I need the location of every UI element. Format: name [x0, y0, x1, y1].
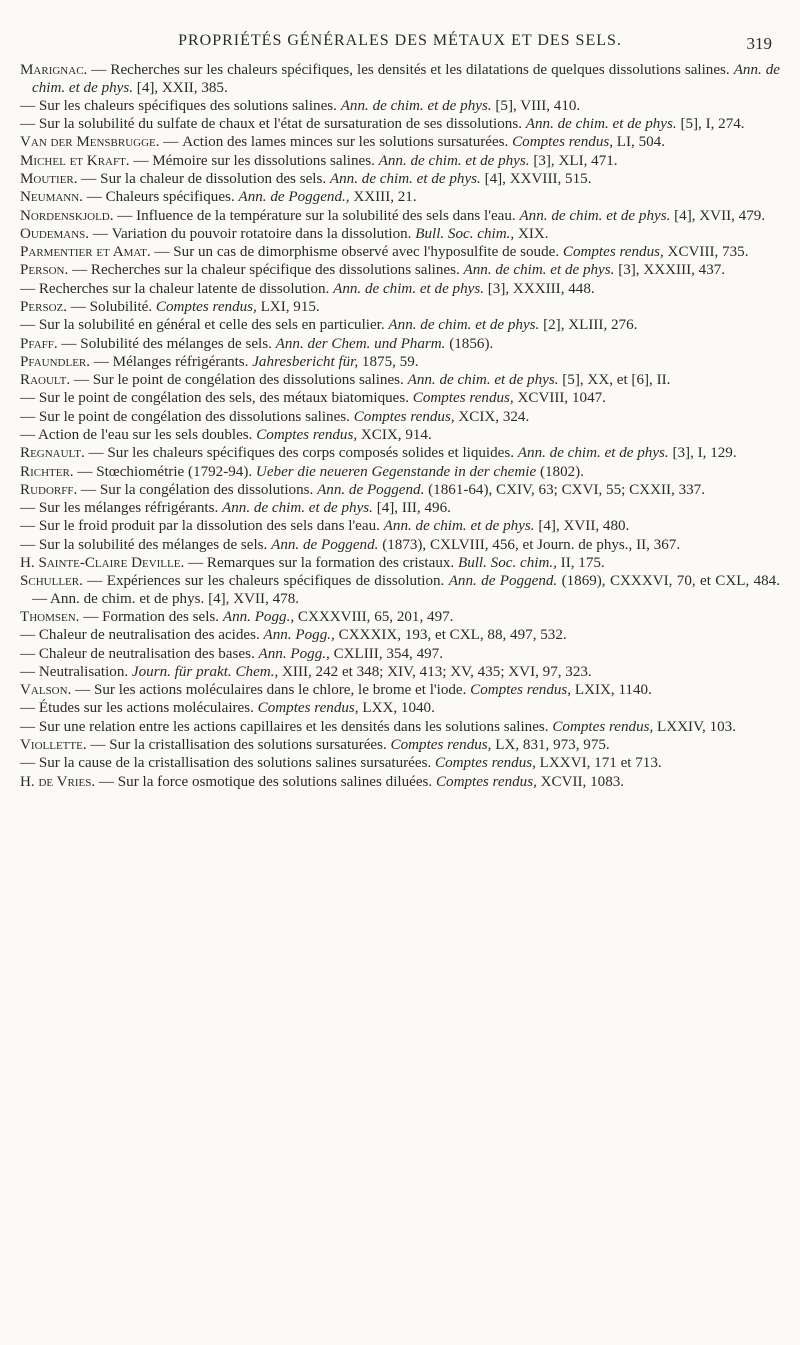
- entry-reference: XIX.: [514, 225, 549, 242]
- entry-text: — Chaleur de neutralisation des bases.: [20, 645, 259, 662]
- entry-text: — Sur le point de congélation des sels, des métaux biatomiques.: [20, 390, 413, 407]
- bibliography-entry: [20, 262, 780, 280]
- entry-author: Raoult. —: [20, 372, 93, 389]
- entry-author: H. de Vries. —: [20, 773, 118, 790]
- bibliography-entry: [20, 464, 780, 482]
- entry-journal: Ann. Pogg.,: [263, 627, 335, 644]
- entry-text: Mémoire sur les dissolutions salines.: [152, 152, 379, 169]
- entry-reference: (1869), CXXXVI, 70, et CXL, 484. — Ann. de chim. et de phys. [4], XVII, 478.: [32, 573, 781, 607]
- entry-journal: Ann. de chim. et de phys.: [517, 445, 669, 462]
- entry-journal: Comptes rendus,: [353, 408, 455, 425]
- bibliography-entry: [20, 372, 780, 390]
- bibliography-list: [20, 62, 780, 792]
- bibliography-entry: [20, 482, 780, 500]
- entry-reference: XXIII, 21.: [349, 189, 417, 206]
- bibliography-entry: [20, 573, 780, 608]
- bibliography-entry: [20, 98, 780, 116]
- entry-journal: Ann. de chim. et de phys.: [519, 207, 671, 224]
- entry-author: Persoz. —: [20, 298, 90, 315]
- bibliography-entry: [20, 336, 780, 354]
- entry-text: Sur les chaleurs spécifiques des corps composés solides et liquides.: [107, 445, 518, 462]
- entry-journal: Ann. de chim. et de phys.: [32, 62, 781, 96]
- entry-journal: Ann. de chim. et de phys.: [329, 171, 481, 187]
- entry-reference: II, 175.: [556, 554, 605, 571]
- entry-journal: Ann. de Poggend.: [317, 481, 425, 498]
- bibliography-entry: [20, 409, 780, 427]
- bibliography-entry: [20, 189, 780, 207]
- entry-author: Schuller. —: [20, 573, 107, 590]
- entry-text: Solubilité.: [89, 298, 156, 315]
- entry-text: Recherches sur les chaleurs spécifiques, les densités et les dilatations de quelques dissolutions salines.: [110, 62, 734, 78]
- entry-journal: Comptes rendus,: [435, 773, 537, 790]
- bibliography-entry: [20, 171, 780, 189]
- entry-text: Stœchiométrie (1792-94).: [96, 463, 256, 480]
- bibliography-entry: [20, 62, 780, 97]
- entry-text: Solubilité des mélanges de sels.: [80, 335, 276, 352]
- bibliography-entry: [20, 737, 780, 755]
- entry-reference: XCVIII, 735.: [663, 244, 749, 261]
- entry-text: — Sur une relation entre les actions capillaires et les densités dans les solutions salines.: [20, 718, 553, 735]
- entry-author: Rudorff. —: [20, 481, 100, 498]
- entry-author: Moutier. —: [20, 171, 101, 187]
- entry-text: Influence de la température sur la solubilité des sels dans l'eau.: [136, 207, 520, 224]
- entry-journal: Ann. Pogg.,: [258, 645, 330, 662]
- bibliography-entry: [20, 427, 780, 445]
- entry-journal: Ann. de chim. et de phys.: [378, 152, 530, 169]
- entry-text: Sur la cristallisation des solutions sursaturées.: [109, 737, 391, 754]
- entry-author: Thomsen. —: [20, 609, 103, 626]
- entry-text: — Sur la cause de la cristallisation des solutions salines sursaturées.: [20, 755, 435, 772]
- entry-text: — Sur les chaleurs spécifiques des solutions salines.: [20, 97, 341, 114]
- entry-author: Pfaundler. —: [20, 353, 113, 370]
- entry-text: — Recherches sur la chaleur latente de dissolution.: [20, 280, 334, 297]
- bibliography-entry: [20, 153, 780, 171]
- page-header: [20, 30, 780, 58]
- entry-journal: Comptes rendus,: [470, 682, 572, 699]
- entry-text: Variation du pouvoir rotatoire dans la dissolution.: [111, 225, 416, 242]
- bibliography-entry: [20, 719, 780, 737]
- entry-reference: XIII, 242 et 348; XIV, 413; XV, 435; XVI, 97, 323.: [278, 663, 592, 680]
- entry-journal: Jahresbericht für,: [252, 353, 359, 370]
- entry-author: Parmentier et Amat. —: [20, 244, 174, 261]
- bibliography-entry: [20, 134, 780, 152]
- entry-reference: [5], I, 274.: [676, 116, 745, 133]
- entry-reference: [2], XLIII, 276.: [539, 317, 638, 334]
- bibliography-entry: [20, 226, 780, 244]
- entry-author: Pfaff. —: [20, 335, 81, 352]
- bibliography-entry: [20, 627, 780, 645]
- entry-reference: CXXXVIII, 65, 201, 497.: [294, 609, 454, 626]
- entry-reference: LXIX, 1140.: [571, 682, 652, 699]
- entry-reference: XCVII, 1083.: [536, 773, 625, 790]
- bibliography-entry: [20, 299, 780, 317]
- entry-journal: Ann. de chim. et de phys.: [340, 97, 492, 114]
- entry-text: — Sur les mélanges réfrigérants.: [20, 500, 223, 517]
- bibliography-entry: [20, 555, 780, 573]
- entry-journal: Ann. de chim. et de phys.: [407, 372, 559, 389]
- entry-reference: CXXXIX, 193, et CXL, 88, 497, 532.: [334, 627, 567, 644]
- entry-journal: Comptes rendus,: [435, 755, 536, 772]
- entry-reference: XCIX, 324.: [454, 408, 530, 425]
- entry-text: Chaleurs spécifiques.: [105, 189, 239, 206]
- entry-journal: Bull. Soc. chim.,: [415, 225, 515, 242]
- entry-text: — Sur la solubilité des mélanges de sels.: [20, 536, 272, 553]
- bibliography-entry: [20, 518, 780, 536]
- entry-reference: [3], I, 129.: [668, 445, 737, 462]
- entry-text: Sur les actions moléculaires dans le chlore, le brome et l'iode.: [93, 682, 471, 699]
- entry-reference: LXX, 1040.: [358, 700, 435, 717]
- entry-text: Mélanges réfrigérants.: [112, 353, 253, 370]
- entry-reference: LX, 831, 973, 975.: [491, 737, 610, 754]
- entry-journal: Ann. de Poggend.: [448, 573, 558, 590]
- entry-reference: [3], XLI, 471.: [529, 152, 618, 169]
- bibliography-entry: [20, 317, 780, 335]
- entry-reference: [3], XXXIII, 437.: [614, 262, 726, 279]
- entry-journal: Journ. für prakt. Chem.,: [131, 663, 279, 680]
- entry-reference: (1802).: [536, 463, 584, 480]
- entry-reference: [4], XXII, 385.: [133, 79, 228, 96]
- entry-text: Sur le point de congélation des dissolutions salines.: [92, 372, 408, 389]
- entry-author: Person. —: [20, 262, 91, 279]
- entry-reference: LXI, 915.: [256, 298, 320, 315]
- entry-reference: LI, 504.: [613, 134, 665, 151]
- entry-reference: [3], XXXIII, 448.: [484, 280, 595, 297]
- entry-reference: [5], XX, et [6], II.: [558, 372, 671, 389]
- entry-author: Van der Mensbrugge. —: [20, 134, 183, 151]
- entry-reference: XCVIII, 1047.: [513, 390, 606, 407]
- entry-journal: Ueber die neueren Gegenstande in der chemie: [255, 463, 537, 480]
- bibliography-entry: [20, 500, 780, 518]
- entry-journal: Comptes rendus,: [155, 298, 257, 315]
- entry-text: Sur la congélation des dissolutions.: [99, 481, 318, 498]
- bibliography-entry: [20, 208, 780, 226]
- entry-reference: [4], XXVIII, 515.: [480, 171, 592, 187]
- entry-author: Neumann. —: [20, 189, 106, 206]
- entry-text: — Sur le point de congélation des dissolutions salines.: [20, 408, 354, 425]
- bibliography-entry: [20, 646, 780, 664]
- bibliography-entry: [20, 609, 780, 627]
- entry-text: — Neutralisation.: [20, 663, 132, 680]
- bibliography-entry: [20, 281, 780, 299]
- entry-reference: LXXVI, 171 et 713.: [535, 755, 662, 772]
- entry-author: Oudemans. —: [20, 225, 112, 242]
- entry-journal: Comptes rendus,: [257, 700, 359, 717]
- entry-journal: Comptes rendus,: [562, 244, 664, 261]
- entry-reference: [5], VIII, 410.: [491, 97, 581, 114]
- entry-journal: Ann. de Poggend.: [271, 536, 379, 553]
- entry-text: — Action de l'eau sur les sels doubles.: [20, 426, 257, 443]
- page-number: 319: [746, 34, 772, 53]
- bibliography-entry: [20, 537, 780, 555]
- entry-journal: Comptes rendus,: [390, 737, 492, 754]
- bibliography-entry: [20, 116, 780, 134]
- entry-journal: Comptes rendus,: [412, 390, 514, 407]
- entry-journal: Ann. de chim. et de phys.: [383, 518, 535, 535]
- bibliography-entry: [20, 390, 780, 408]
- bibliography-entry: [20, 682, 780, 700]
- entry-text: — Études sur les actions moléculaires.: [20, 700, 258, 717]
- entry-journal: Ann. Pogg.,: [222, 609, 295, 626]
- entry-journal: Ann. de chim. et de phys.: [222, 500, 373, 517]
- bibliography-entry: [20, 700, 780, 718]
- entry-reference: (1856).: [445, 335, 494, 352]
- entry-journal: Ann. der Chem. und Pharm.: [275, 335, 446, 352]
- entry-text: Expériences sur les chaleurs spécifiques de dissolution.: [106, 573, 449, 590]
- entry-reference: [4], III, 496.: [372, 500, 451, 517]
- entry-journal: Ann. de chim. et de phys.: [463, 262, 615, 279]
- entry-text: Sur un cas de dimorphisme observé avec l'hyposulfite de soude.: [173, 244, 563, 261]
- entry-author: Richter. —: [20, 463, 97, 480]
- entry-reference: LXXIV, 103.: [653, 718, 737, 735]
- entry-journal: Ann. de chim. et de phys.: [333, 280, 484, 297]
- entry-author: Viollette. —: [20, 737, 110, 754]
- entry-text: Sur la force osmotique des solutions salines diluées.: [117, 773, 436, 790]
- bibliography-entry: [20, 445, 780, 463]
- entry-text: — Sur la solubilité en général et celle des sels en particulier.: [20, 317, 389, 334]
- entry-journal: Bull. Soc. chim.,: [457, 554, 557, 571]
- entry-reference: XCIX, 914.: [357, 426, 432, 443]
- entry-reference: [4], XVII, 480.: [534, 518, 630, 535]
- entry-text: — Sur le froid produit par la dissolution des sels dans l'eau.: [20, 518, 384, 535]
- entry-journal: Comptes rendus,: [256, 426, 358, 443]
- entry-reference: (1861-64), CXIV, 63; CXVI, 55; CXXII, 337.: [424, 481, 705, 498]
- bibliography-entry: [20, 354, 780, 372]
- entry-text: Action des lames minces sur les solutions sursaturées.: [182, 134, 513, 151]
- entry-author: Nordenskjold. —: [20, 207, 137, 224]
- entry-author: Michel et Kraft. —: [20, 152, 153, 169]
- entry-reference: (1873), CXLVIII, 456, et Journ. de phys., II, 367.: [378, 536, 681, 553]
- entry-reference: [4], XVII, 479.: [670, 207, 766, 224]
- entry-author: H. Sainte-Claire Deville. —: [20, 554, 207, 571]
- entry-author: Marignac. —: [20, 62, 111, 78]
- entry-text: Sur la chaleur de dissolution des sels.: [100, 171, 330, 187]
- entry-journal: Ann. de chim. et de phys.: [525, 116, 677, 133]
- bibliography-entry: [20, 774, 780, 792]
- bibliography-entry: [20, 755, 780, 773]
- entry-text: — Sur la solubilité du sulfate de chaux et l'état de sursaturation de ses dissolutions.: [20, 116, 526, 133]
- entry-text: Formation des sels.: [102, 609, 223, 626]
- entry-text: — Chaleur de neutralisation des acides.: [20, 627, 264, 644]
- bibliography-entry: [20, 664, 780, 682]
- running-title: PROPRIÉTÉS GÉNÉRALES DES MÉTAUX ET DES SELS.: [178, 32, 622, 49]
- entry-journal: Comptes rendus,: [512, 134, 614, 151]
- entry-reference: CXLIII, 354, 497.: [329, 645, 443, 662]
- entry-journal: Ann. de Poggend.,: [238, 189, 350, 206]
- entry-reference: 1875, 59.: [358, 353, 419, 370]
- entry-author: Valson. —: [20, 682, 94, 699]
- entry-text: Recherches sur la chaleur spécifique des dissolutions salines.: [90, 262, 464, 279]
- bibliography-entry: [20, 244, 780, 262]
- entry-journal: Ann. de chim. et de phys.: [388, 317, 540, 334]
- entry-journal: Comptes rendus,: [552, 718, 654, 735]
- entry-text: Remarques sur la formation des cristaux.: [206, 554, 458, 571]
- entry-author: Regnault. —: [20, 445, 108, 462]
